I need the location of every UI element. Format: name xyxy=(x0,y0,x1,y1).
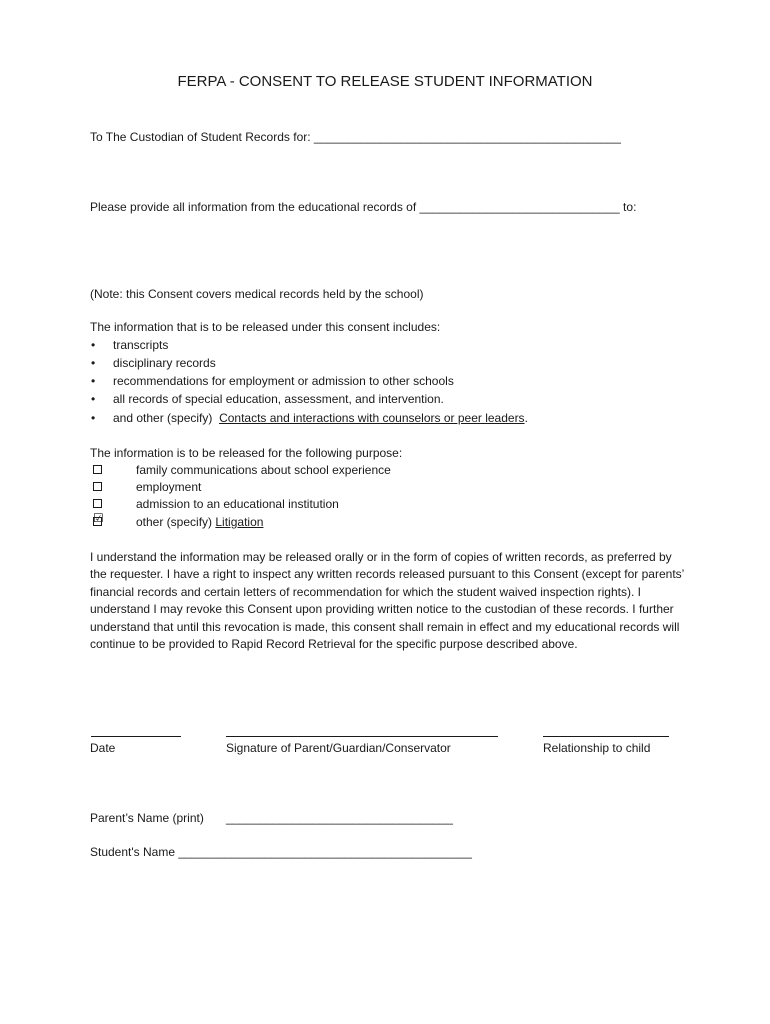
signature-label: Signature of Parent/Guardian/Conservator xyxy=(226,741,451,755)
purpose-heading: The information is to be released for the following purpose: xyxy=(90,446,403,460)
checkbox-checked[interactable] xyxy=(93,511,104,526)
relationship-label: Relationship to child xyxy=(543,741,651,755)
signature-line[interactable] xyxy=(226,736,498,737)
bullet-icon: • xyxy=(91,374,96,388)
checkbox[interactable] xyxy=(93,482,102,491)
list-item-label xyxy=(113,411,528,425)
consent-statement: I understand the information may be released orally or in the form of copies of written records, as preferred by the requester. I have a right to inspect any written records released pursuant to this Consent (except for parents’ financial records and certain letters of recommendation for which the student waived inspection rights). I understand I may revoke this Consent upon providing written notice to the custodian of these records. I further understand that until this revocation is made, this consent shall remain in effect and my educational records will continue to be provided to Rapid Record Retrieval for the specific purpose described above. xyxy=(90,550,684,652)
other-specified-value: Contacts and interactions with counselors or peer leaders xyxy=(219,411,525,425)
provide-records-line: Please provide all information from the educational records of ______________________________ to: xyxy=(90,200,637,214)
bullet-icon: • xyxy=(91,392,96,406)
list-item-label: disciplinary records xyxy=(113,356,216,370)
purpose-label: admission to an educational institution xyxy=(136,497,339,511)
bullet-icon: • xyxy=(91,411,96,425)
page-title: FERPA - CONSENT TO RELEASE STUDENT INFORMATION xyxy=(177,73,593,90)
includes-heading: The information that is to be released under this consent includes: xyxy=(90,320,441,334)
purpose-label xyxy=(136,515,263,529)
bullet-icon: • xyxy=(91,338,96,352)
date-signature-line[interactable] xyxy=(91,736,181,737)
purpose-label: family communications about school experience xyxy=(136,463,391,477)
custodian-line: To The Custodian of Student Records for: ______________________________________________ xyxy=(90,130,621,144)
student-name-field[interactable]: Student's Name ____________________________________________ xyxy=(90,845,472,859)
parent-name-field[interactable]: __________________________________ xyxy=(226,811,453,825)
checkbox[interactable] xyxy=(93,499,102,508)
checkbox[interactable] xyxy=(93,465,102,474)
other-prefix: and other (specify) xyxy=(113,411,213,425)
list-item-label: transcripts xyxy=(113,338,169,352)
list-item-label: recommendations for employment or admission to other schools xyxy=(113,374,454,388)
relationship-line[interactable] xyxy=(543,736,669,737)
other-suffix: . xyxy=(524,411,528,425)
date-label: Date xyxy=(90,741,116,755)
parent-name-label: Parent’s Name (print) xyxy=(90,811,204,825)
check-icon: ☑ xyxy=(93,511,104,525)
bullet-icon: • xyxy=(91,356,96,370)
medical-records-note: (Note: this Consent covers medical records held by the school) xyxy=(90,287,424,301)
purpose-other-label: other (specify) xyxy=(136,515,213,529)
purpose-other-value: Litigation xyxy=(215,515,264,529)
purpose-label: employment xyxy=(136,480,202,494)
list-item-label: all records of special education, assessment, and intervention. xyxy=(113,392,444,406)
